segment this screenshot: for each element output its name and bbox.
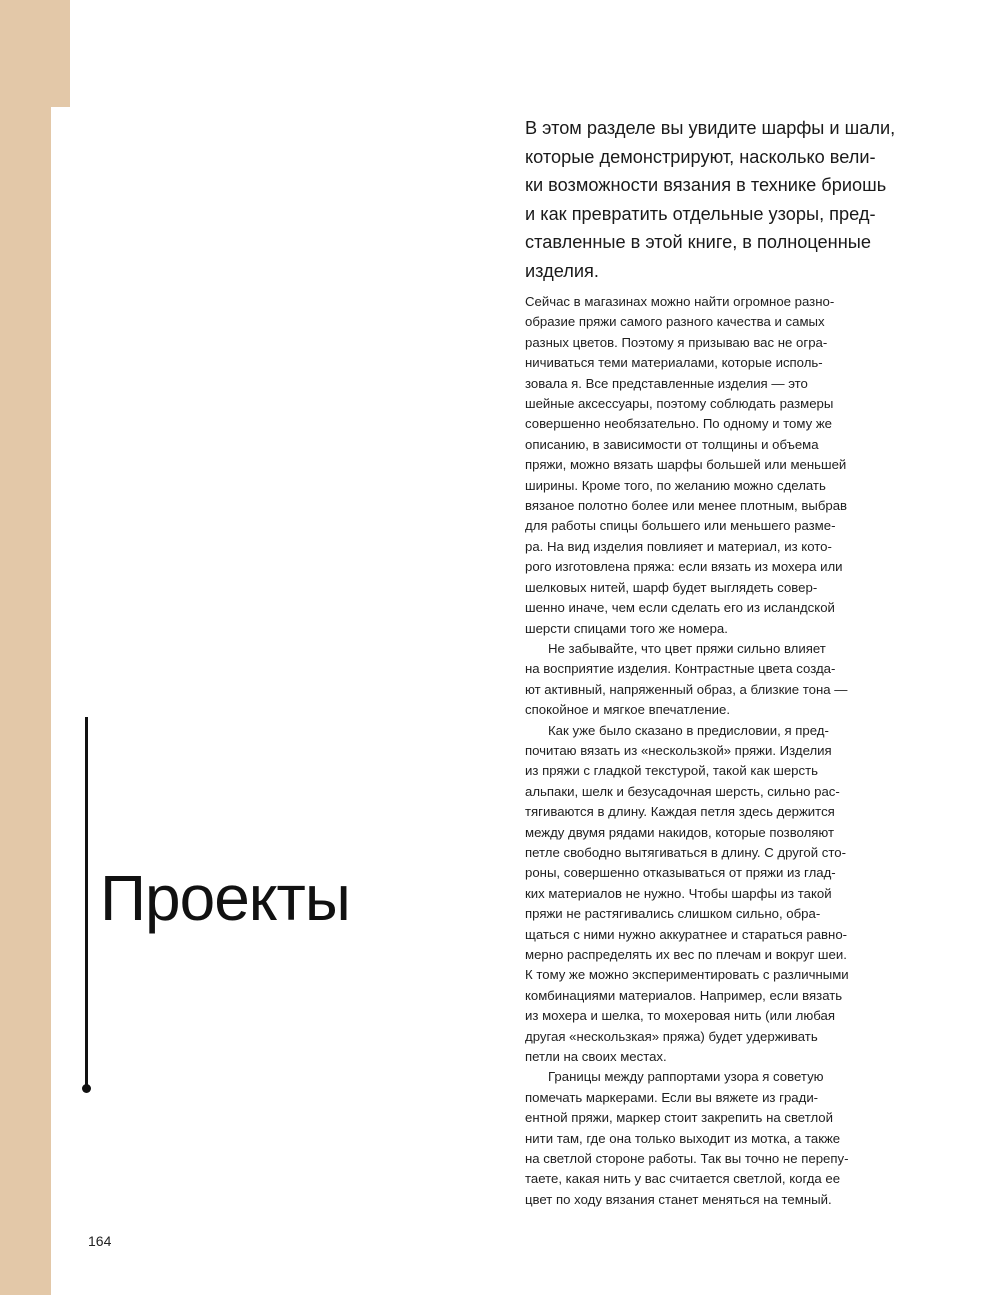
body-line: К тому же можно экспериментировать с различными xyxy=(525,967,849,983)
body-line: почитаю вязать из «нескользкой» пряжи. Изделия xyxy=(525,742,832,758)
body-line: шейные аксессуары, поэтому соблюдать размеры xyxy=(525,396,834,412)
body-line: тягиваются в длину. Каждая петля здесь держится xyxy=(525,804,835,820)
lead-line: В этом разделе вы увидите шарфы и шали, xyxy=(525,118,896,138)
body-line: рого изготовлена пряжа: если вязать из мохера или xyxy=(525,559,843,575)
body-line: на восприятие изделия. Контрастные цвета созда- xyxy=(525,661,836,677)
side-color-band xyxy=(0,0,51,1295)
body-line: совершенно необязательно. По одному и тому же xyxy=(525,416,833,432)
body-line: ничиваться теми материалами, которые исполь- xyxy=(525,355,823,371)
body-line: на светлой стороне работы. Так вы точно не перепу- xyxy=(525,1151,849,1167)
body-line: образие пряжи самого разного качества и самых xyxy=(525,314,825,330)
page-number: 164 xyxy=(88,1233,112,1249)
lead-line: изделия. xyxy=(525,260,599,281)
body-line: ширины. Кроме того, по желанию можно сделать xyxy=(525,477,826,493)
body-line: петле свободно вытягиваться в длину. С другой сто- xyxy=(525,844,846,860)
body-line: из пряжи с гладкой текстурой, такой как шерсть xyxy=(525,763,819,779)
body-line: альпаки, шелк и безусадочная шерсть, сильно рас- xyxy=(525,783,840,799)
body-line: Границы между раппортами узора я советую xyxy=(548,1069,824,1085)
top-color-band xyxy=(51,0,70,107)
lead-line: ки возможности вязания в технике бриошь xyxy=(525,175,887,196)
lead-paragraph xyxy=(525,114,897,286)
body-line: цвет по ходу вязания станет меняться на темный. xyxy=(525,1191,832,1207)
body-line: петли на своих местах. xyxy=(525,1049,667,1065)
lead-line: и как превратить отдельные узоры, пред- xyxy=(525,203,876,224)
body-line: Сейчас в магазинах можно найти огромное разно- xyxy=(525,294,835,309)
body-line: щаться с ними нужно аккуратнее и стараться равно- xyxy=(525,926,848,942)
body-line: шелковых нитей, шарф будет выглядеть совер- xyxy=(525,579,818,595)
section-title: Проекты xyxy=(100,862,350,934)
body-line: из мохера и шелка, то мохеровая нить (или любая xyxy=(525,1008,835,1024)
body-line: другая «нескользкая» пряжа) будет удерживать xyxy=(525,1028,818,1044)
body-line: шенно иначе, чем если сделать его из исландской xyxy=(525,600,835,616)
section-rule-dot xyxy=(82,1084,91,1093)
body-line: Как уже было сказано в предисловии, я пред- xyxy=(548,722,829,738)
body-line: ют активный, напряженный образ, а близкие тона — xyxy=(525,681,848,697)
body-line: таете, какая нить у вас считается светлой, когда ее xyxy=(525,1171,841,1187)
body-line: вязаное полотно более или менее плотным, выбрав xyxy=(525,498,848,514)
body-text xyxy=(525,292,897,1210)
body-line: Не забывайте, что цвет пряжи сильно влияет xyxy=(548,640,826,656)
body-line: между двумя рядами накидов, которые позволяют xyxy=(525,824,835,840)
body-line: для работы спицы большего или меньшего разме- xyxy=(525,518,836,534)
body-line: ентной пряжи, маркер стоит закрепить на светлой xyxy=(525,1110,833,1126)
body-line: ких материалов не нужно. Чтобы шарфы из такой xyxy=(525,885,832,901)
body-line: описанию, в зависимости от толщины и объема xyxy=(525,436,819,452)
body-line: роны, совершенно отказываться от пряжи из глад- xyxy=(525,865,836,881)
lead-line: которые демонстрируют, насколько вели- xyxy=(525,146,876,167)
section-vertical-rule xyxy=(85,717,88,1089)
body-line: спокойное и мягкое впечатление. xyxy=(525,702,730,718)
body-line: помечать маркерами. Если вы вяжете из гради- xyxy=(525,1089,819,1105)
lead-line: ставленные в этой книге, в полноценные xyxy=(525,232,871,253)
body-line: шерсти спицами того же номера. xyxy=(525,620,728,636)
body-line: нити там, где она только выходит из мотка, а также xyxy=(525,1130,841,1146)
body-line: зовала я. Все представленные изделия — это xyxy=(525,375,808,391)
body-line: комбинациями материалов. Например, если вязать xyxy=(525,987,843,1003)
body-line: разных цветов. Поэтому я призываю вас не огра- xyxy=(525,334,828,350)
body-line: мерно распределять их вес по плечам и вокруг шеи. xyxy=(525,947,847,962)
body-line: пряжи не растягивались слишком сильно, обра- xyxy=(525,906,821,922)
body-line: пряжи, можно вязать шарфы большей или меньшей xyxy=(525,457,847,473)
body-line: ра. На вид изделия повлияет и материал, из кото- xyxy=(525,538,832,554)
